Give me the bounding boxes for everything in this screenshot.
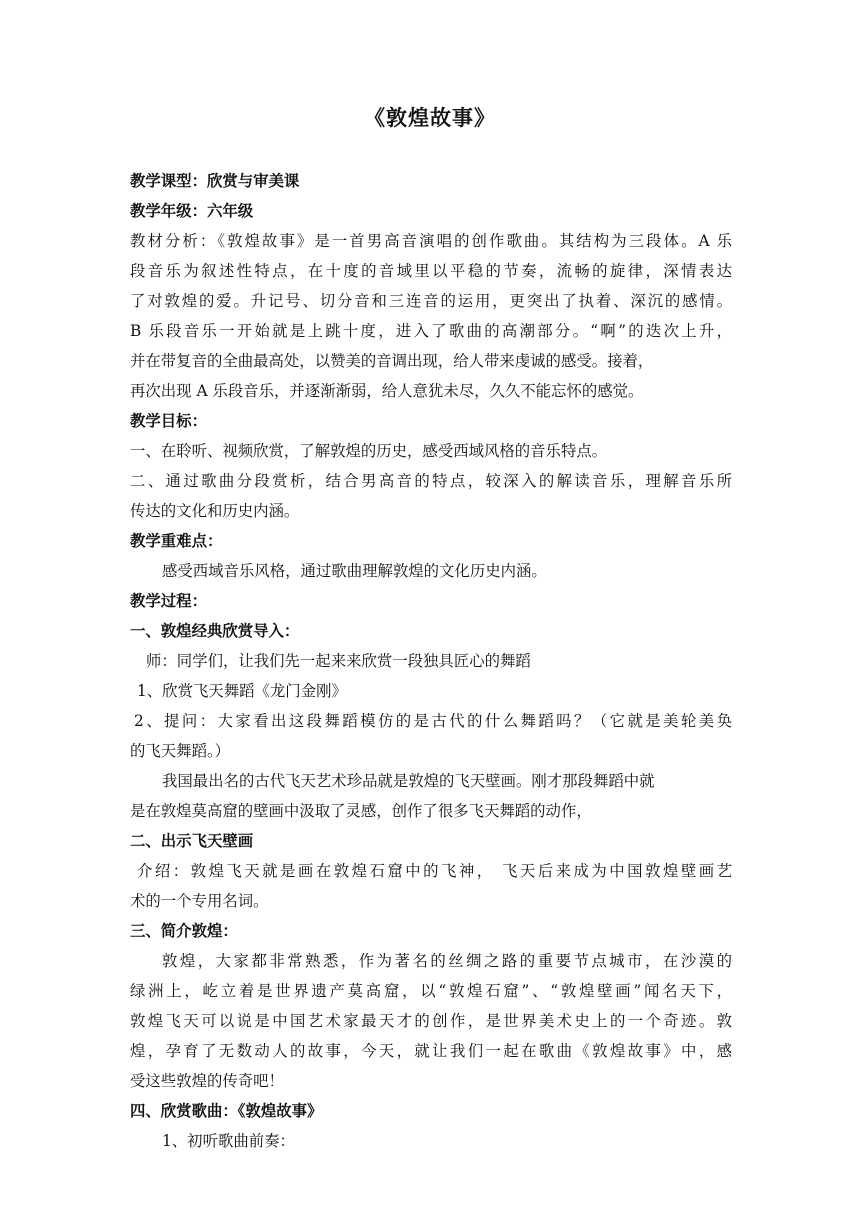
section-heading: 教学重难点： xyxy=(130,532,223,550)
paragraph-line: 再次出现 A 乐段音乐，并逐渐渐弱，给人意犹未尽，久久不能忘怀的感觉。 xyxy=(130,382,644,400)
grade-heading: 教学年级：六年级 xyxy=(130,202,254,220)
paragraph-line: 感受西域音乐风格，通过歌曲理解敦煌的文化历史内涵。 xyxy=(162,562,547,580)
section-heading: 一、敦煌经典欣赏导入： xyxy=(130,622,300,640)
paragraph-line: 介绍：敦煌飞天就是画在敦煌石窟中的飞神， 飞天后来成为中国敦煌壁画艺 xyxy=(137,862,732,880)
paragraph-line: 二、通过歌曲分段赏析，结合男高音的特点，较深入的解读音乐，理解音乐所 xyxy=(130,472,732,490)
paragraph-line: 教材分析：《敦煌故事》是一首男高音演唱的创作歌曲。其结构为三段体。A 乐 xyxy=(130,232,732,250)
section-heading: 四、欣赏歌曲：《敦煌故事》 xyxy=(130,1102,323,1120)
paragraph-line: 一、在聆听、视频欣赏，了解敦煌的历史，感受西域风格的音乐特点。 xyxy=(130,442,608,460)
paragraph-line: 敦煌飞天可以说是中国艺术家最天才的创作，是世界美术史上的一个奇迹。敦 xyxy=(130,1012,732,1030)
paragraph-line: 了对敦煌的爱。升记号、切分音和三连音的运用，更突出了执着、深沉的感情。 xyxy=(130,292,732,310)
list-item: 2、提问：大家看出这段舞蹈模仿的是古代的什么舞蹈吗？（它就是美轮美奂 xyxy=(134,712,732,730)
lesson-type-heading: 教学课型：欣赏与审美课 xyxy=(130,172,300,190)
list-item: 1、欣赏飞天舞蹈《龙门金刚》 xyxy=(137,682,347,700)
paragraph-line: 师：同学们，让我们先一起来来欣赏一段独具匠心的舞蹈 xyxy=(146,652,531,670)
paragraph-line: 受这些敦煌的传奇吧！ xyxy=(130,1072,284,1090)
paragraph-line: 术的一个专用名词。 xyxy=(130,892,269,910)
document-title: 《敦煌故事》 xyxy=(364,106,496,130)
paragraph-line: 并在带复音的全曲最高处，以赞美的音调出现，给人带来虔诚的感受。接着， xyxy=(130,352,654,370)
section-heading: 二、出示飞天壁画 xyxy=(130,832,254,850)
paragraph-line: 是在敦煌莫高窟的壁画中汲取了灵感，创作了很多飞天舞蹈的动作， xyxy=(130,802,592,820)
paragraph-line: 煌，孕育了无数动人的故事，今天，就让我们一起在歌曲《敦煌故事》中，感 xyxy=(130,1042,732,1060)
paragraph-line: 段音乐为叙述性特点，在十度的音域里以平稳的节奏，流畅的旋律，深情表达 xyxy=(130,262,732,280)
paragraph-line: 传达的文化和历史内涵。 xyxy=(130,502,300,520)
paragraph-line: 我国最出名的古代飞天艺术珍品就是敦煌的飞天壁画。刚才那段舞蹈中就 xyxy=(162,772,655,790)
section-heading: 教学目标： xyxy=(130,412,207,430)
paragraph-line: B 乐段音乐一开始就是上跳十度，进入了歌曲的高潮部分。“啊”的迭次上升， xyxy=(130,322,732,340)
document-body xyxy=(130,166,732,1156)
section-heading: 三、简介敦煌： xyxy=(130,922,238,940)
section-heading: 教学过程： xyxy=(130,592,207,610)
list-item: 1、初听歌曲前奏： xyxy=(162,1132,295,1150)
paragraph-line: 敦煌，大家都非常熟悉，作为著名的丝绸之路的重要节点城市，在沙漠的 xyxy=(162,952,732,970)
paragraph-line: 绿洲上，屹立着是世界遗产莫高窟，以“敦煌石窟”、“敦煌壁画”闻名天下， xyxy=(130,982,732,1000)
paragraph-line: 的飞天舞蹈。） xyxy=(130,742,231,760)
